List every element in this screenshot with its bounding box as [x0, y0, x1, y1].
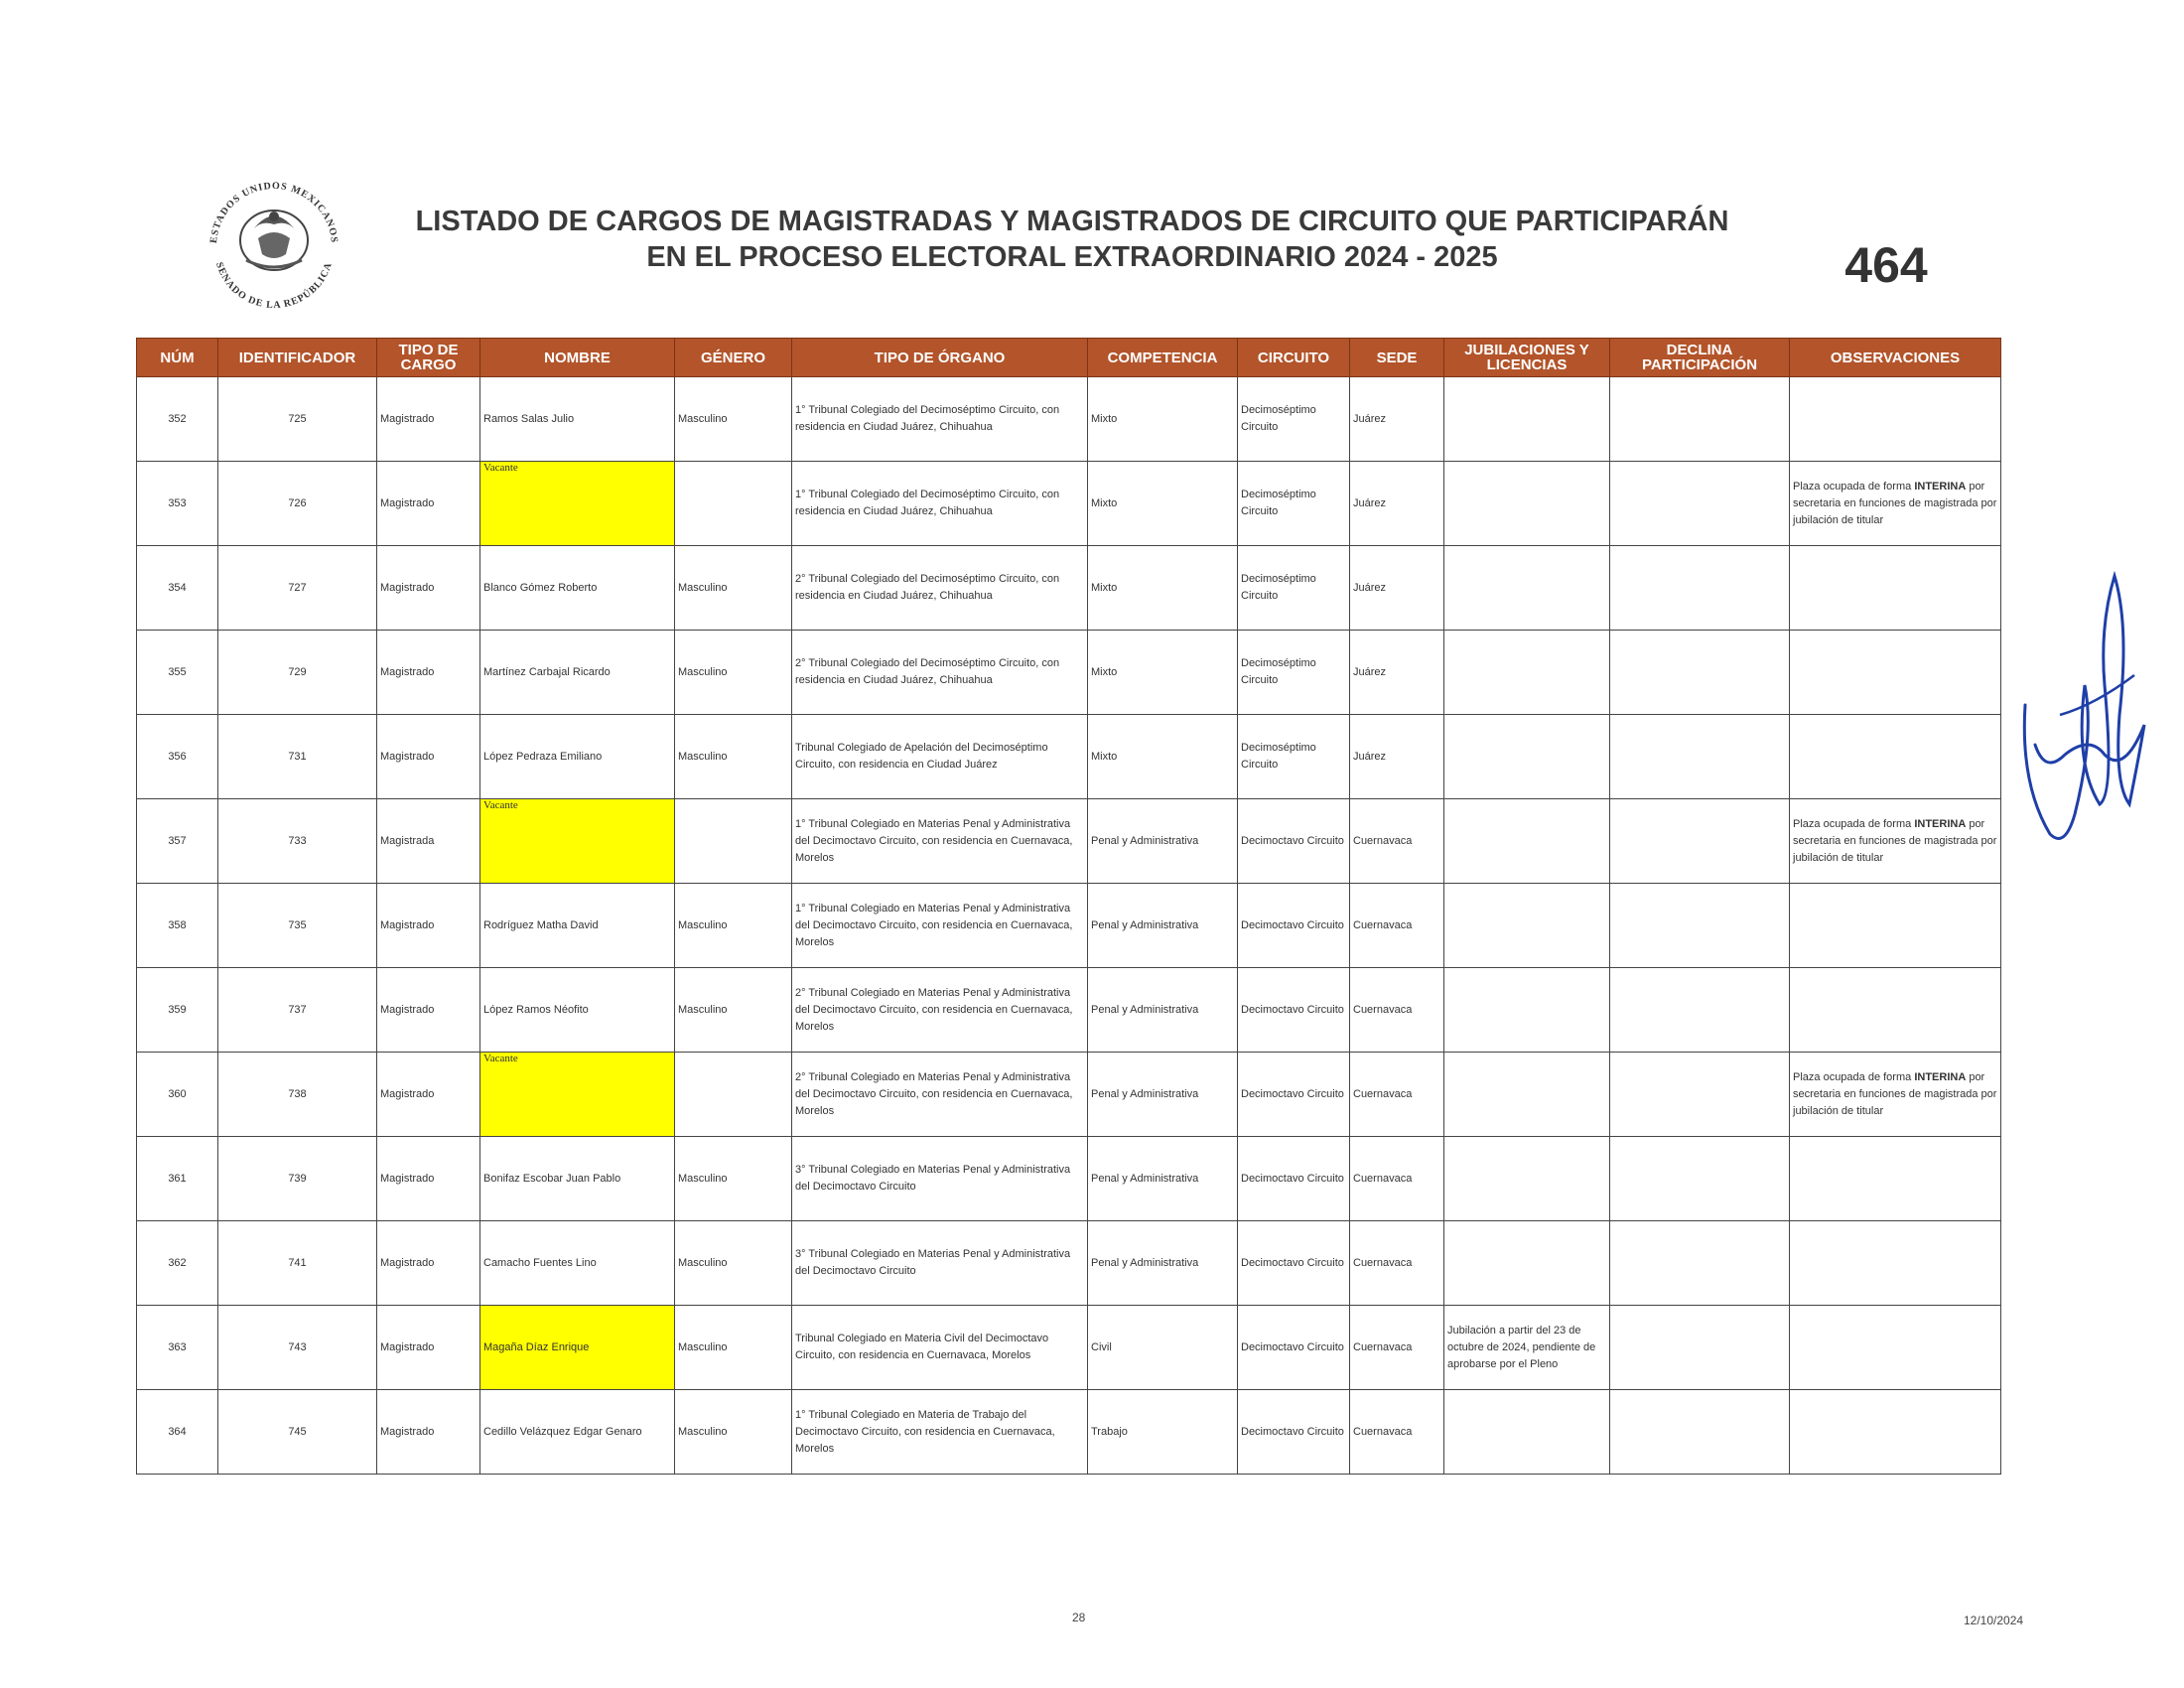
- column-header-jubilaciones: JUBILACIONES Y LICENCIAS: [1444, 339, 1610, 377]
- cell-competencia: Mixto: [1088, 462, 1238, 546]
- cell-observaciones: [1790, 377, 2001, 462]
- cell-nombre: Ramos Salas Julio: [480, 377, 675, 462]
- cell-circuito: Decimoséptimo Circuito: [1238, 631, 1350, 715]
- cell-genero: Masculino: [675, 1306, 792, 1390]
- cell-tipo-cargo: Magistrado: [377, 1390, 480, 1475]
- table-row: [137, 715, 2001, 799]
- cell-sede: Juárez: [1350, 546, 1444, 631]
- cell-tipo-organo: 1° Tribunal Colegiado en Materias Penal y Administrativa del Decimoctavo Circuito, con residencia en Cuernavaca, Morelos: [792, 799, 1088, 884]
- cell-tipo-cargo: Magistrado: [377, 462, 480, 546]
- cell-tipo-cargo: Magistrado: [377, 377, 480, 462]
- cell-jubilaciones: Jubilación a partir del 23 de octubre de 2024, pendiente de aprobarse por el Pleno: [1444, 1306, 1610, 1390]
- title-line-2: EN EL PROCESO ELECTORAL EXTRAORDINARIO 2024 - 2025: [646, 241, 1498, 273]
- cell-competencia: Mixto: [1088, 631, 1238, 715]
- cell-identificador: 745: [218, 1390, 377, 1475]
- cell-declina: [1610, 1053, 1790, 1137]
- cell-identificador: 739: [218, 1137, 377, 1221]
- cell-sede: Cuernavaca: [1350, 799, 1444, 884]
- cell-num: 358: [137, 884, 218, 968]
- cell-tipo-organo: 2° Tribunal Colegiado en Materias Penal y Administrativa del Decimoctavo Circuito, con residencia en Cuernavaca, Morelos: [792, 1053, 1088, 1137]
- cell-num: 360: [137, 1053, 218, 1137]
- cell-jubilaciones: [1444, 1053, 1610, 1137]
- cell-tipo-organo: Tribunal Colegiado en Materia Civil del Decimoctavo Circuito, con residencia en Cuernavaca, Morelos: [792, 1306, 1088, 1390]
- cell-identificador: 741: [218, 1221, 377, 1306]
- footer-page-number: 28: [1072, 1611, 1086, 1624]
- interina-emphasis: INTERINA: [1914, 480, 1967, 492]
- cell-genero: Masculino: [675, 968, 792, 1053]
- cell-competencia: Trabajo: [1088, 1390, 1238, 1475]
- cell-circuito: Decimoctavo Circuito: [1238, 884, 1350, 968]
- column-header-genero: GÉNERO: [675, 339, 792, 377]
- senate-seal: [195, 169, 353, 308]
- cell-nombre: Vacante: [480, 462, 675, 546]
- cell-nombre: Bonifaz Escobar Juan Pablo: [480, 1137, 675, 1221]
- seal-arc-bottom-text: SENADO DE LA REPÚBLICA: [213, 260, 336, 308]
- column-header-sede: SEDE: [1350, 339, 1444, 377]
- cell-circuito: Decimoctavo Circuito: [1238, 1390, 1350, 1475]
- cell-nombre: Rodríguez Matha David: [480, 884, 675, 968]
- cell-identificador: 743: [218, 1306, 377, 1390]
- magistrates-table: [136, 338, 2001, 1475]
- cell-sede: Cuernavaca: [1350, 1137, 1444, 1221]
- cell-num: 357: [137, 799, 218, 884]
- cell-observaciones: Plaza ocupada de forma INTERINA por secretaria en funciones de magistrada por jubilación de titular: [1790, 1053, 2001, 1137]
- cell-num: 352: [137, 377, 218, 462]
- table-row: [137, 1390, 2001, 1475]
- table-row: [137, 1053, 2001, 1137]
- table-row: [137, 377, 2001, 462]
- cell-jubilaciones: [1444, 1221, 1610, 1306]
- cell-circuito: Decimoctavo Circuito: [1238, 1306, 1350, 1390]
- cell-circuito: Decimoctavo Circuito: [1238, 1053, 1350, 1137]
- column-header-num: NÚM: [137, 339, 218, 377]
- cell-observaciones: [1790, 715, 2001, 799]
- column-header-identificador: IDENTIFICADOR: [218, 339, 377, 377]
- cell-competencia: Penal y Administrativa: [1088, 1221, 1238, 1306]
- table-row: [137, 631, 2001, 715]
- cell-sede: Cuernavaca: [1350, 1053, 1444, 1137]
- interina-emphasis: INTERINA: [1914, 1070, 1967, 1083]
- cell-sede: Cuernavaca: [1350, 1221, 1444, 1306]
- cell-jubilaciones: [1444, 884, 1610, 968]
- cell-tipo-organo: 3° Tribunal Colegiado en Materias Penal y Administrativa del Decimoctavo Circuito: [792, 1137, 1088, 1221]
- cell-declina: [1610, 1306, 1790, 1390]
- cell-declina: [1610, 884, 1790, 968]
- cell-observaciones: [1790, 1306, 2001, 1390]
- cell-declina: [1610, 1390, 1790, 1475]
- column-header-nombre: NOMBRE: [480, 339, 675, 377]
- cell-circuito: Decimoséptimo Circuito: [1238, 377, 1350, 462]
- column-header-circuito: CIRCUITO: [1238, 339, 1350, 377]
- cell-sede: Juárez: [1350, 462, 1444, 546]
- cell-jubilaciones: [1444, 799, 1610, 884]
- cell-jubilaciones: [1444, 968, 1610, 1053]
- table-row: [137, 462, 2001, 546]
- cell-num: 362: [137, 1221, 218, 1306]
- cell-jubilaciones: [1444, 631, 1610, 715]
- cell-observaciones: [1790, 1137, 2001, 1221]
- cell-jubilaciones: [1444, 1390, 1610, 1475]
- page-title: [357, 204, 1787, 275]
- cell-nombre: Magaña Díaz Enrique: [480, 1306, 675, 1390]
- cell-observaciones: Plaza ocupada de forma INTERINA por secretaria en funciones de magistrada por jubilación de titular: [1790, 462, 2001, 546]
- cell-genero: Masculino: [675, 715, 792, 799]
- cell-jubilaciones: [1444, 546, 1610, 631]
- cell-tipo-cargo: Magistrado: [377, 1137, 480, 1221]
- cell-tipo-cargo: Magistrado: [377, 1221, 480, 1306]
- cell-competencia: Penal y Administrativa: [1088, 884, 1238, 968]
- cell-genero: Masculino: [675, 377, 792, 462]
- cell-competencia: Civil: [1088, 1306, 1238, 1390]
- cell-tipo-cargo: Magistrado: [377, 1053, 480, 1137]
- seal-arc-top-text: ESTADOS UNIDOS MEXICANOS: [207, 180, 340, 244]
- cell-jubilaciones: [1444, 377, 1610, 462]
- cell-identificador: 731: [218, 715, 377, 799]
- cell-circuito: Decimoséptimo Circuito: [1238, 462, 1350, 546]
- cell-identificador: 725: [218, 377, 377, 462]
- cell-competencia: Mixto: [1088, 715, 1238, 799]
- column-header-declina: DECLINA PARTICIPACIÓN: [1610, 339, 1790, 377]
- cell-sede: Cuernavaca: [1350, 1306, 1444, 1390]
- column-header-tipo-cargo: TIPO DE CARGO: [377, 339, 480, 377]
- cell-observaciones: [1790, 631, 2001, 715]
- sheet-number: 464: [1844, 237, 1928, 293]
- cell-nombre: Blanco Gómez Roberto: [480, 546, 675, 631]
- column-header-competencia: COMPETENCIA: [1088, 339, 1238, 377]
- cell-circuito: Decimoséptimo Circuito: [1238, 546, 1350, 631]
- cell-declina: [1610, 1137, 1790, 1221]
- cell-declina: [1610, 715, 1790, 799]
- cell-identificador: 733: [218, 799, 377, 884]
- handwritten-signature: [2005, 566, 2154, 854]
- cell-tipo-organo: 1° Tribunal Colegiado en Materias Penal y Administrativa del Decimoctavo Circuito, con residencia en Cuernavaca, Morelos: [792, 884, 1088, 968]
- cell-identificador: 735: [218, 884, 377, 968]
- cell-jubilaciones: [1444, 715, 1610, 799]
- cell-declina: [1610, 631, 1790, 715]
- cell-circuito: Decimoctavo Circuito: [1238, 799, 1350, 884]
- cell-genero: [675, 1053, 792, 1137]
- cell-nombre: Vacante: [480, 1053, 675, 1137]
- eagle-emblem-icon: [240, 211, 308, 270]
- cell-tipo-organo: 2° Tribunal Colegiado en Materias Penal y Administrativa del Decimoctavo Circuito, con residencia en Cuernavaca, Morelos: [792, 968, 1088, 1053]
- table-row: [137, 1137, 2001, 1221]
- cell-nombre: Martínez Carbajal Ricardo: [480, 631, 675, 715]
- cell-identificador: 737: [218, 968, 377, 1053]
- cell-genero: Masculino: [675, 884, 792, 968]
- cell-tipo-cargo: Magistrado: [377, 715, 480, 799]
- cell-genero: Masculino: [675, 1221, 792, 1306]
- table-row: [137, 1306, 2001, 1390]
- cell-circuito: Decimoctavo Circuito: [1238, 1221, 1350, 1306]
- cell-tipo-cargo: Magistrado: [377, 631, 480, 715]
- cell-competencia: Penal y Administrativa: [1088, 799, 1238, 884]
- cell-competencia: Mixto: [1088, 546, 1238, 631]
- cell-num: 356: [137, 715, 218, 799]
- cell-sede: Cuernavaca: [1350, 968, 1444, 1053]
- cell-tipo-organo: 1° Tribunal Colegiado del Decimoséptimo Circuito, con residencia en Ciudad Juárez, Chihuahua: [792, 377, 1088, 462]
- footer-date: 12/10/2024: [1964, 1614, 2024, 1627]
- cell-declina: [1610, 1221, 1790, 1306]
- cell-tipo-organo: 3° Tribunal Colegiado en Materias Penal y Administrativa del Decimoctavo Circuito: [792, 1221, 1088, 1306]
- cell-declina: [1610, 377, 1790, 462]
- cell-num: 359: [137, 968, 218, 1053]
- table-row: [137, 1221, 2001, 1306]
- cell-tipo-cargo: Magistrado: [377, 1306, 480, 1390]
- cell-nombre: López Pedraza Emiliano: [480, 715, 675, 799]
- cell-nombre: Vacante: [480, 799, 675, 884]
- cell-sede: Cuernavaca: [1350, 1390, 1444, 1475]
- cell-nombre: López Ramos Néofito: [480, 968, 675, 1053]
- cell-tipo-cargo: Magistrado: [377, 968, 480, 1053]
- cell-declina: [1610, 462, 1790, 546]
- cell-observaciones: [1790, 1221, 2001, 1306]
- cell-observaciones: [1790, 968, 2001, 1053]
- cell-observaciones: [1790, 884, 2001, 968]
- cell-sede: Juárez: [1350, 631, 1444, 715]
- cell-competencia: Penal y Administrativa: [1088, 1137, 1238, 1221]
- cell-num: 361: [137, 1137, 218, 1221]
- table-row: [137, 884, 2001, 968]
- table-row: [137, 968, 2001, 1053]
- cell-identificador: 729: [218, 631, 377, 715]
- cell-tipo-organo: 1° Tribunal Colegiado en Materia de Trabajo del Decimoctavo Circuito, con residencia en Cuernavaca, Morelos: [792, 1390, 1088, 1475]
- cell-num: 353: [137, 462, 218, 546]
- cell-circuito: Decimoséptimo Circuito: [1238, 715, 1350, 799]
- cell-genero: Masculino: [675, 1137, 792, 1221]
- cell-jubilaciones: [1444, 462, 1610, 546]
- column-header-tipo-organo: TIPO DE ÓRGANO: [792, 339, 1088, 377]
- cell-circuito: Decimoctavo Circuito: [1238, 968, 1350, 1053]
- table-row: [137, 799, 2001, 884]
- table-header-row: [137, 339, 2001, 377]
- cell-tipo-organo: 1° Tribunal Colegiado del Decimoséptimo Circuito, con residencia en Ciudad Juárez, Chihuahua: [792, 462, 1088, 546]
- cell-identificador: 726: [218, 462, 377, 546]
- cell-circuito: Decimoctavo Circuito: [1238, 1137, 1350, 1221]
- cell-genero: [675, 462, 792, 546]
- cell-sede: Juárez: [1350, 377, 1444, 462]
- cell-observaciones: [1790, 1390, 2001, 1475]
- cell-declina: [1610, 546, 1790, 631]
- cell-tipo-cargo: Magistrado: [377, 884, 480, 968]
- cell-competencia: Penal y Administrativa: [1088, 1053, 1238, 1137]
- interina-emphasis: INTERINA: [1914, 817, 1967, 830]
- cell-num: 354: [137, 546, 218, 631]
- column-header-observaciones: OBSERVACIONES: [1790, 339, 2001, 377]
- cell-observaciones: Plaza ocupada de forma INTERINA por secretaria en funciones de magistrada por jubilación de titular: [1790, 799, 2001, 884]
- cell-tipo-cargo: Magistrada: [377, 799, 480, 884]
- cell-observaciones: [1790, 546, 2001, 631]
- cell-jubilaciones: [1444, 1137, 1610, 1221]
- cell-sede: Cuernavaca: [1350, 884, 1444, 968]
- cell-identificador: 727: [218, 546, 377, 631]
- cell-num: 355: [137, 631, 218, 715]
- cell-genero: Masculino: [675, 1390, 792, 1475]
- cell-tipo-organo: Tribunal Colegiado de Apelación del Decimoséptimo Circuito, con residencia en Ciudad Juárez: [792, 715, 1088, 799]
- cell-genero: Masculino: [675, 631, 792, 715]
- cell-competencia: Mixto: [1088, 377, 1238, 462]
- cell-num: 364: [137, 1390, 218, 1475]
- cell-nombre: Camacho Fuentes Lino: [480, 1221, 675, 1306]
- cell-competencia: Penal y Administrativa: [1088, 968, 1238, 1053]
- cell-sede: Juárez: [1350, 715, 1444, 799]
- cell-num: 363: [137, 1306, 218, 1390]
- cell-tipo-organo: 2° Tribunal Colegiado del Decimoséptimo Circuito, con residencia en Ciudad Juárez, Chihuahua: [792, 631, 1088, 715]
- table-row: [137, 546, 2001, 631]
- cell-tipo-cargo: Magistrado: [377, 546, 480, 631]
- cell-genero: Masculino: [675, 546, 792, 631]
- table-body: [137, 377, 2001, 1475]
- title-line-1: LISTADO DE CARGOS DE MAGISTRADAS Y MAGISTRADOS DE CIRCUITO QUE PARTICIPARÁN: [415, 206, 1729, 237]
- cell-declina: [1610, 799, 1790, 884]
- cell-declina: [1610, 968, 1790, 1053]
- cell-nombre: Cedillo Velázquez Edgar Genaro: [480, 1390, 675, 1475]
- cell-identificador: 738: [218, 1053, 377, 1137]
- cell-genero: [675, 799, 792, 884]
- cell-tipo-organo: 2° Tribunal Colegiado del Decimoséptimo Circuito, con residencia en Ciudad Juárez, Chihuahua: [792, 546, 1088, 631]
